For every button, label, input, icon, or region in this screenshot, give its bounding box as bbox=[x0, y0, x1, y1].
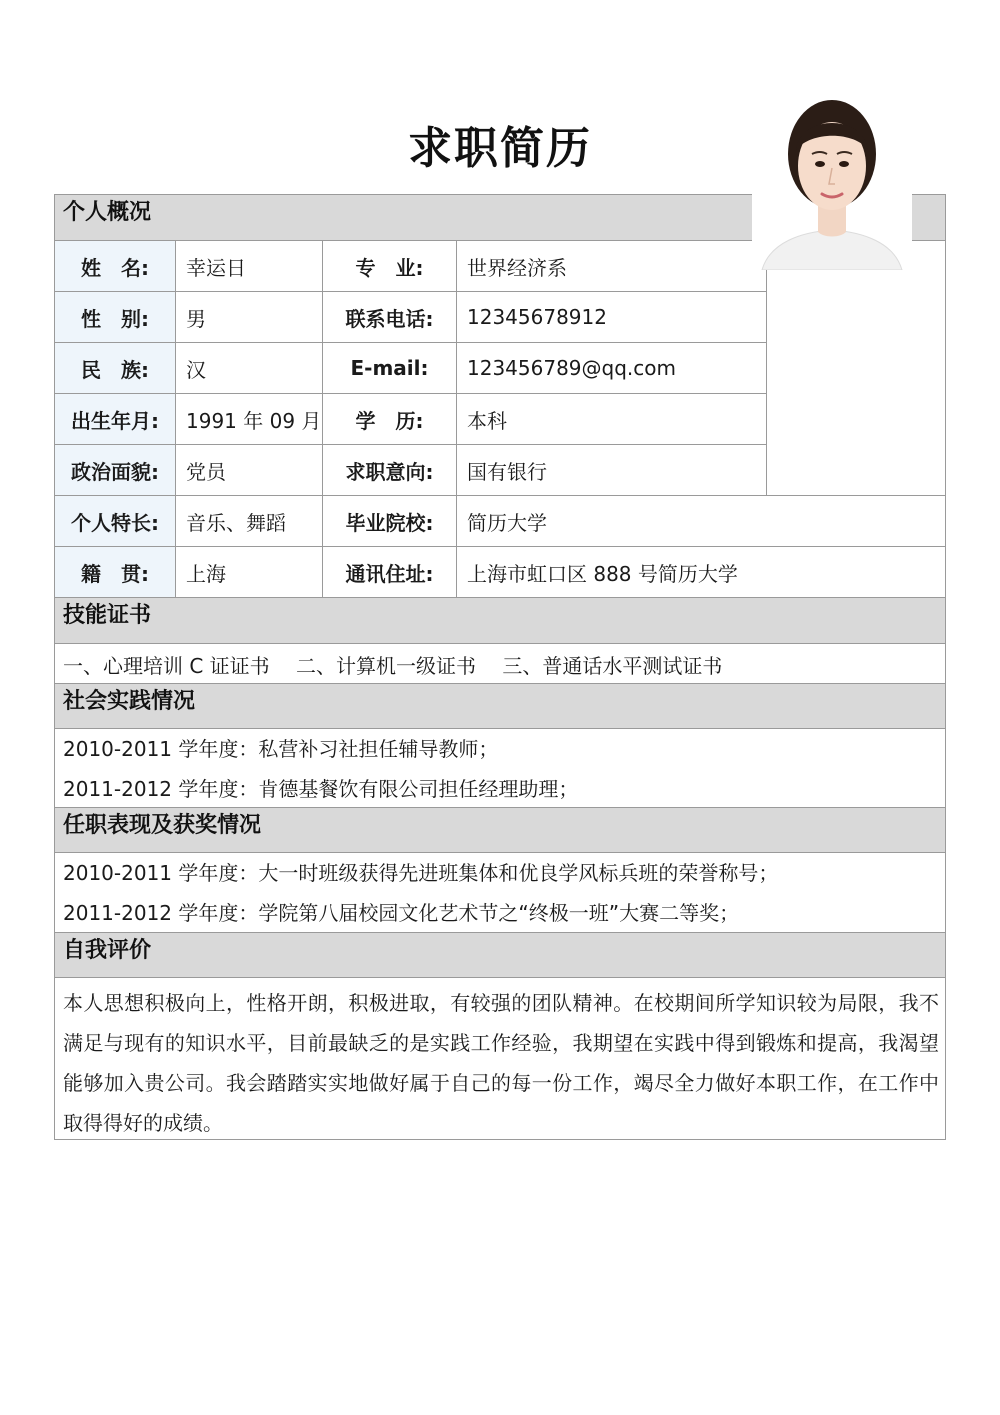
value-ethnicity: 汉 bbox=[176, 343, 323, 393]
page-title: 求职简历 bbox=[408, 123, 592, 174]
label-name: 姓 名: bbox=[55, 241, 176, 291]
practice-line: 2011-2012 学年度：肯德基餐饮有限公司担任经理助理； bbox=[63, 777, 579, 801]
value-political: 党员 bbox=[176, 445, 323, 495]
section-self-header: 自我评价 bbox=[55, 933, 945, 978]
value-hometown: 上海 bbox=[176, 547, 323, 597]
award-line: 2011-2012 学年度：学院第八届校园文化艺术节之“终极一班”大赛二等奖； bbox=[63, 901, 740, 925]
label-birth: 出生年月: bbox=[55, 394, 176, 444]
info-row bbox=[55, 241, 767, 292]
value-intention: 国有银行 bbox=[457, 445, 767, 495]
label-address: 通讯住址: bbox=[323, 547, 457, 597]
practice-line: 2010-2011 学年度：私营补习社担任辅导教师； bbox=[63, 737, 499, 761]
label-specialty: 个人特长: bbox=[55, 496, 176, 546]
info-row bbox=[55, 547, 945, 598]
section-practice-header: 社会实践情况 bbox=[55, 684, 945, 729]
section-personal-header: 个人概况 bbox=[55, 195, 945, 241]
value-email: 123456789@qq.com bbox=[457, 343, 767, 393]
info-row bbox=[55, 445, 945, 496]
self-evaluation-text: 本人思想积极向上，性格开朗，积极进取，有较强的团队精神。在校期间所学知识较为局限，我不满足与现有的知识水平，目前最缺乏的是实践工作经验，我期望在实践中得到锻炼和提高，我渴望能够加入贵公司。我会踏踏实实地做好属于自己的每一份工作，竭尽全力做好本职工作，在工作中取得得好的成绩。 bbox=[63, 991, 939, 1135]
portrait-illustration bbox=[752, 92, 912, 270]
info-row bbox=[55, 343, 767, 394]
label-hometown: 籍 贯: bbox=[55, 547, 176, 597]
value-name: 幸运日 bbox=[176, 241, 323, 291]
value-phone: 12345678912 bbox=[457, 292, 767, 342]
label-education: 学 历: bbox=[323, 394, 457, 444]
value-birth: 1991 年 09 月 bbox=[176, 394, 323, 444]
skills-text: 一、心理培训 C 证证书 二、计算机一级证书 三、普通话水平测试证书 bbox=[63, 654, 723, 678]
label-major: 专 业: bbox=[323, 241, 457, 291]
label-phone: 联系电话: bbox=[323, 292, 457, 342]
value-specialty: 音乐、舞蹈 bbox=[176, 496, 323, 546]
value-address: 上海市虹口区 888 号简历大学 bbox=[467, 561, 738, 586]
award-line: 2010-2011 学年度：大一时班级获得先进班集体和优良学风标兵班的荣誉称号； bbox=[63, 861, 779, 885]
value-gender: 男 bbox=[176, 292, 323, 342]
value-major: 世界经济系 bbox=[457, 241, 767, 291]
section-skills-header: 技能证书 bbox=[55, 598, 945, 644]
label-school: 毕业院校: bbox=[323, 496, 457, 546]
info-row bbox=[55, 394, 767, 445]
label-political: 政治面貌: bbox=[55, 445, 176, 495]
section-awards-header: 任职表现及获奖情况 bbox=[55, 808, 945, 853]
label-email: E-mail: bbox=[323, 343, 457, 393]
info-row bbox=[55, 496, 945, 547]
value-school: 简历大学 bbox=[467, 510, 547, 535]
info-row bbox=[55, 292, 767, 343]
value-education: 本科 bbox=[457, 394, 767, 444]
resume-table bbox=[54, 194, 946, 1140]
label-ethnicity: 民 族: bbox=[55, 343, 176, 393]
profile-photo bbox=[752, 92, 912, 270]
label-intention: 求职意向: bbox=[323, 445, 457, 495]
label-gender: 性 别: bbox=[55, 292, 176, 342]
